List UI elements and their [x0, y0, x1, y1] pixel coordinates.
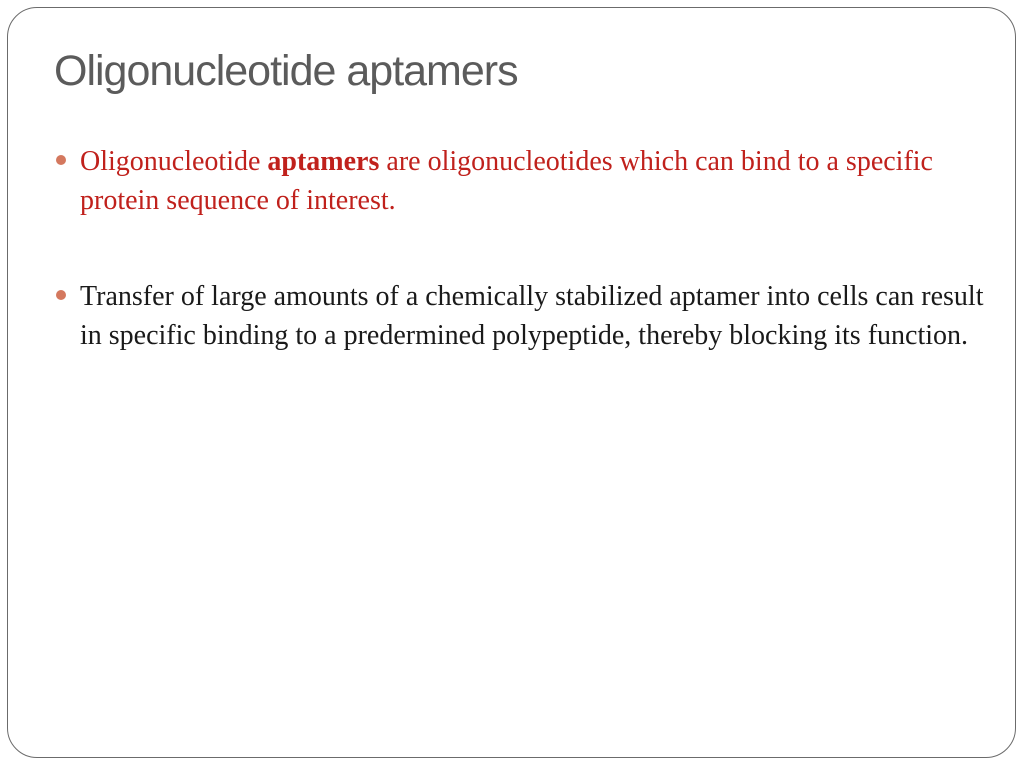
- bullet-dot-icon: [56, 290, 66, 300]
- bullet-text: Transfer of large amounts of a chemically stabilized aptamer into cells can result in specific binding to a predermined polypeptide, thereby blocking its function.: [80, 281, 984, 351]
- slide-title: Oligonucleotide aptamers: [54, 47, 518, 95]
- slide-frame: [7, 7, 1016, 758]
- bullet-bold-term: aptamers: [267, 146, 380, 177]
- bullet-dot-icon: [56, 155, 66, 165]
- bullet-text-end: are oligonucleotides which can bind to a specific protein sequence of interest.: [80, 146, 933, 216]
- bullet-item-aptamer-transfer: [54, 277, 984, 355]
- bullet-item-aptamers-definition: [54, 142, 984, 220]
- bullet-list: [54, 142, 984, 355]
- bullet-text-start: Oligonucleotide: [80, 146, 268, 177]
